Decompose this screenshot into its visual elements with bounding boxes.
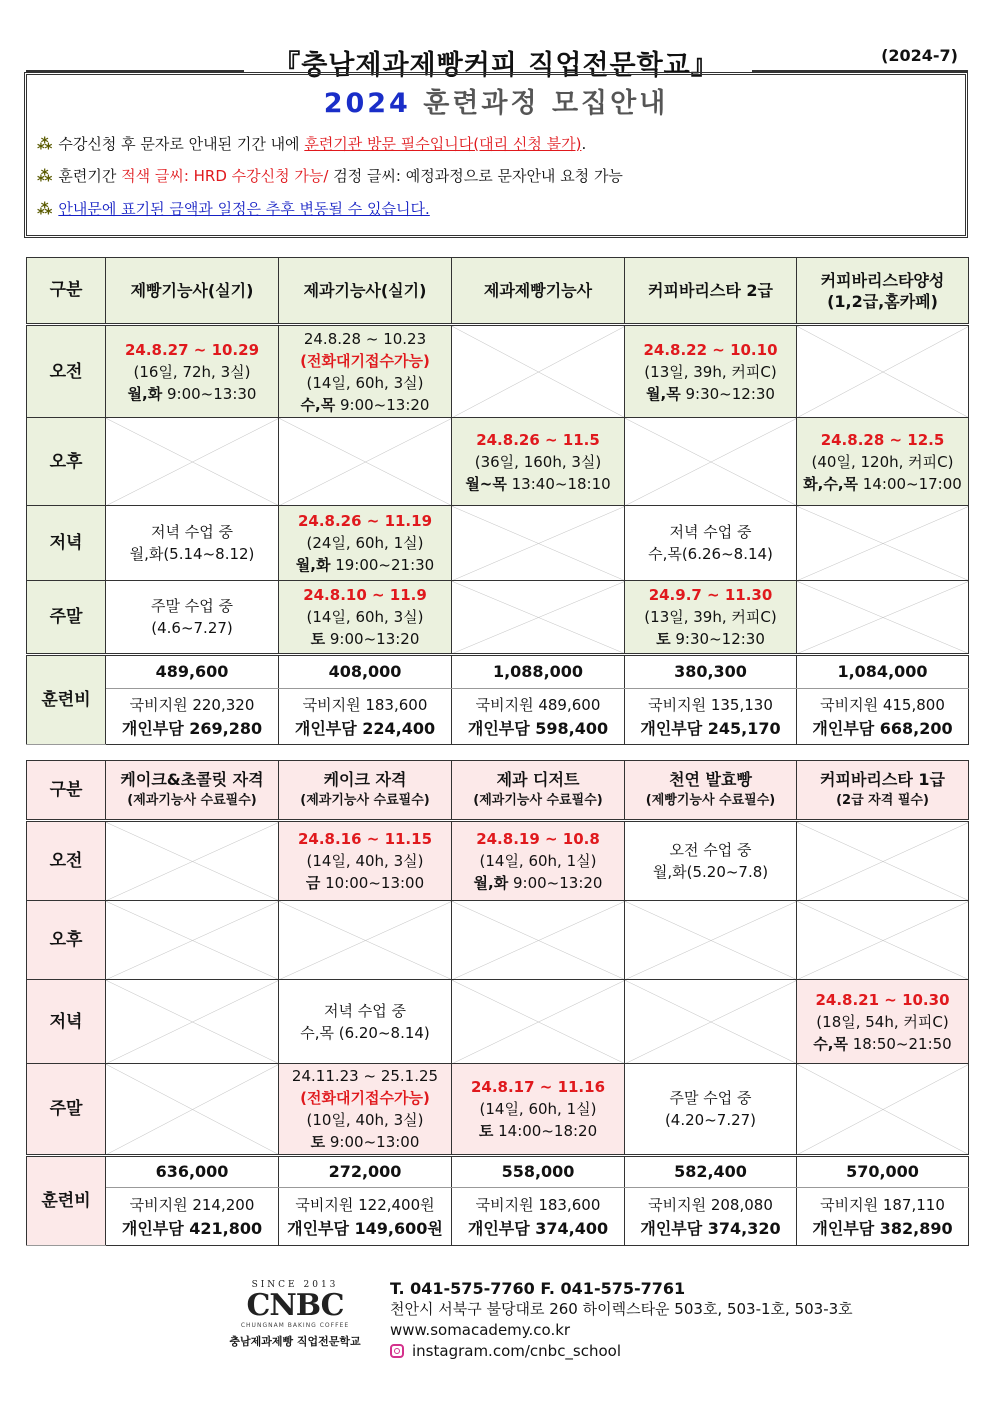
- session-cell: 24.8.16 ~ 11.15 (14일, 40h, 3실) 금 10:00~13:00: [279, 821, 452, 901]
- header-gubun: 구분: [27, 761, 106, 821]
- document-date: (2024-7): [881, 46, 958, 65]
- header-gubun: 구분: [27, 258, 106, 325]
- bullet-icon: ⁂: [37, 135, 53, 153]
- fee-breakdown: 국비지원 415,800 개인부담 668,200: [797, 689, 969, 745]
- empty-cell: [452, 980, 625, 1064]
- fee-breakdown: 국비지원 220,320 개인부담 269,280: [106, 689, 279, 745]
- row-label-morning: 오전: [27, 821, 106, 901]
- instagram-icon: [390, 1344, 404, 1358]
- fee-total: 582,400: [625, 1156, 797, 1188]
- footer: [0, 1270, 992, 1380]
- row-evening: [27, 506, 969, 581]
- row-label-afternoon: 오후: [27, 901, 106, 980]
- empty-cell: [797, 506, 969, 581]
- course-header: 케이크 자격 (제과기능사 수료필수): [279, 761, 452, 821]
- subtitle: 2024 훈련과정 모집안내: [323, 88, 669, 119]
- course-header: 천연 발효빵 (제빵기능사 수료필수): [625, 761, 797, 821]
- empty-cell: [106, 901, 279, 980]
- empty-cell: [106, 821, 279, 901]
- notice-price-change: ⁂ 안내문에 표기된 금액과 일정은 추후 변동될 수 있습니다.: [37, 200, 430, 218]
- empty-cell: [452, 901, 625, 980]
- row-morning: [27, 325, 969, 418]
- row-fee-total: [27, 655, 969, 689]
- empty-cell: [797, 901, 969, 980]
- session-cell: 24.8.26 ~ 11.19 (24일, 60h, 1실) 월,화 19:00~21:30: [279, 506, 452, 581]
- row-fee-total: [27, 1156, 969, 1188]
- row-label-fee: 훈련비: [27, 655, 106, 745]
- fee-breakdown: 국비지원 135,130 개인부담 245,170: [625, 689, 797, 745]
- table-header-row: [27, 258, 969, 325]
- empty-cell: [797, 325, 969, 418]
- course-header: 커피바리스타 2급: [625, 258, 797, 325]
- header: [0, 0, 992, 240]
- page-title: 『충남제과제빵커피 직업전문학교』: [273, 50, 719, 81]
- row-label-fee: 훈련비: [27, 1156, 106, 1246]
- instagram-link[interactable]: instagram.com/cnbc_school: [390, 1341, 853, 1362]
- session-cell: 24.8.28 ~ 10.23 (전화대기접수가능) (14일, 60h, 3실) 수,목 9:00~13:20: [279, 325, 452, 418]
- empty-cell: [279, 418, 452, 506]
- address: 천안시 서북구 불당대로 260 하이렉스타운 503호, 503-1호, 503-3호: [390, 1300, 853, 1318]
- fee-total: 1,084,000: [797, 655, 969, 689]
- fee-total: 408,000: [279, 655, 452, 689]
- empty-cell: [452, 325, 625, 418]
- session-cell: 24.8.10 ~ 11.9 (14일, 60h, 3실) 토 9:00~13:20: [279, 581, 452, 655]
- table-header-row: [27, 761, 969, 821]
- row-label-morning: 오전: [27, 325, 106, 418]
- row-label-weekend: 주말: [27, 1064, 106, 1156]
- schedule-table-1: [26, 257, 969, 745]
- session-cell: 오전 수업 중 월,화(5.20~7.8): [625, 821, 797, 901]
- phone-fax: T. 041-575-7760 F. 041-575-7761: [390, 1279, 686, 1298]
- course-header: 제과 디저트 (제과기능사 수료필수): [452, 761, 625, 821]
- bullet-icon: ⁂: [37, 200, 53, 218]
- row-afternoon: [27, 418, 969, 506]
- website-link[interactable]: www.somacademy.co.kr: [390, 1321, 571, 1339]
- session-cell: 저녁 수업 중 수,목(6.26~8.14): [625, 506, 797, 581]
- notice-box: [24, 72, 968, 238]
- fee-breakdown: 국비지원 208,080 개인부담 374,320: [625, 1188, 797, 1246]
- fee-total: 272,000: [279, 1156, 452, 1188]
- session-cell: 24.8.19 ~ 10.8 (14일, 60h, 1실) 월,화 9:00~13:20: [452, 821, 625, 901]
- row-weekend: [27, 1064, 969, 1156]
- notice-visit-required: ⁂ 수강신청 후 문자로 안내된 기간 내에 훈련기관 방문 필수입니다(대리 신청 불가).: [37, 135, 587, 153]
- fee-total: 1,088,000: [452, 655, 625, 689]
- empty-cell: [452, 506, 625, 581]
- row-evening: [27, 980, 969, 1064]
- session-cell: 24.8.17 ~ 11.16 (14일, 60h, 1실) 토 14:00~18:20: [452, 1064, 625, 1156]
- empty-cell: [625, 901, 797, 980]
- session-cell: 24.8.26 ~ 11.5 (36일, 160h, 3실) 월~목 13:40~18:10: [452, 418, 625, 506]
- logo-since: SINCE 2013: [251, 1280, 339, 1290]
- fee-breakdown: 국비지원 187,110 개인부담 382,890: [797, 1188, 969, 1246]
- empty-cell: [625, 418, 797, 506]
- fee-breakdown: 국비지원 122,400원 개인부담 149,600원: [279, 1188, 452, 1246]
- schedule-table-2: [26, 760, 969, 1246]
- session-cell: 저녁 수업 중 수,목 (6.20~8.14): [279, 980, 452, 1064]
- empty-cell: [797, 821, 969, 901]
- fee-breakdown: 국비지원 183,600 개인부담 374,400: [452, 1188, 625, 1246]
- empty-cell: [452, 581, 625, 655]
- logo-school-name: 충남제과제빵 직업전문학교: [229, 1335, 361, 1348]
- logo-mark: CNBC: [246, 1288, 344, 1323]
- logo-tagline: CHUNGNAM BAKING COFFEE: [240, 1322, 350, 1329]
- fee-total: 570,000: [797, 1156, 969, 1188]
- empty-cell: [279, 901, 452, 980]
- empty-cell: [797, 1064, 969, 1156]
- empty-cell: [106, 980, 279, 1064]
- course-header: 커피바리스타 1급 (2급 자격 필수): [797, 761, 969, 821]
- session-cell: 24.8.27 ~ 10.29 (16일, 72h, 3실) 월,화 9:00~13:30: [106, 325, 279, 418]
- fee-breakdown: 국비지원 214,200 개인부담 421,800: [106, 1188, 279, 1246]
- empty-cell: [106, 418, 279, 506]
- course-header: 제과제빵기능사: [452, 258, 625, 325]
- session-cell: 24.11.23 ~ 25.1.25 (전화대기접수가능) (10일, 40h, 3실) 토 9:00~13:00: [279, 1064, 452, 1156]
- row-morning: [27, 821, 969, 901]
- course-header: 제과기능사(실기): [279, 258, 452, 325]
- row-afternoon: [27, 901, 969, 980]
- session-cell: 24.9.7 ~ 11.30 (13일, 39h, 커피C) 토 9:30~12:30: [625, 581, 797, 655]
- row-label-evening: 저녁: [27, 506, 106, 581]
- session-cell: 24.8.22 ~ 10.10 (13일, 39h, 커피C) 월,목 9:30~12:30: [625, 325, 797, 418]
- row-label-afternoon: 오후: [27, 418, 106, 506]
- course-header: 제빵기능사(실기): [106, 258, 279, 325]
- fee-total: 636,000: [106, 1156, 279, 1188]
- notice-color-legend: ⁂ 훈련기간 적색 글씨: HRD 수강신청 가능/ 검정 글씨: 예정과정으로 문자안내 요청 가능: [37, 167, 623, 185]
- session-cell: 24.8.21 ~ 10.30 (18일, 54h, 커피C) 수,목 18:50~21:50: [797, 980, 969, 1064]
- fee-total: 558,000: [452, 1156, 625, 1188]
- school-logo: [220, 1280, 370, 1366]
- row-label-weekend: 주말: [27, 581, 106, 655]
- course-header: 케이크&초콜릿 자격 (제과기능사 수료필수): [106, 761, 279, 821]
- fee-breakdown: 국비지원 183,600 개인부담 224,400: [279, 689, 452, 745]
- session-cell: 주말 수업 중 (4.6~7.27): [106, 581, 279, 655]
- row-label-evening: 저녁: [27, 980, 106, 1064]
- session-cell: 24.8.28 ~ 12.5 (40일, 120h, 커피C) 화,수,목 14:00~17:00: [797, 418, 969, 506]
- empty-cell: [797, 581, 969, 655]
- row-fee-breakdown: [27, 689, 969, 745]
- empty-cell: [106, 1064, 279, 1156]
- fee-total: 380,300: [625, 655, 797, 689]
- session-cell: 저녁 수업 중 월,화(5.14~8.12): [106, 506, 279, 581]
- session-cell: 주말 수업 중 (4.20~7.27): [625, 1064, 797, 1156]
- fee-breakdown: 국비지원 489,600 개인부담 598,400: [452, 689, 625, 745]
- bullet-icon: ⁂: [37, 167, 53, 185]
- contact-info: [390, 1278, 853, 1362]
- fee-total: 489,600: [106, 655, 279, 689]
- course-header: 커피바리스타양성 (1,2급,홈카페): [797, 258, 969, 325]
- row-fee-breakdown: [27, 1188, 969, 1246]
- empty-cell: [625, 980, 797, 1064]
- row-weekend: [27, 581, 969, 655]
